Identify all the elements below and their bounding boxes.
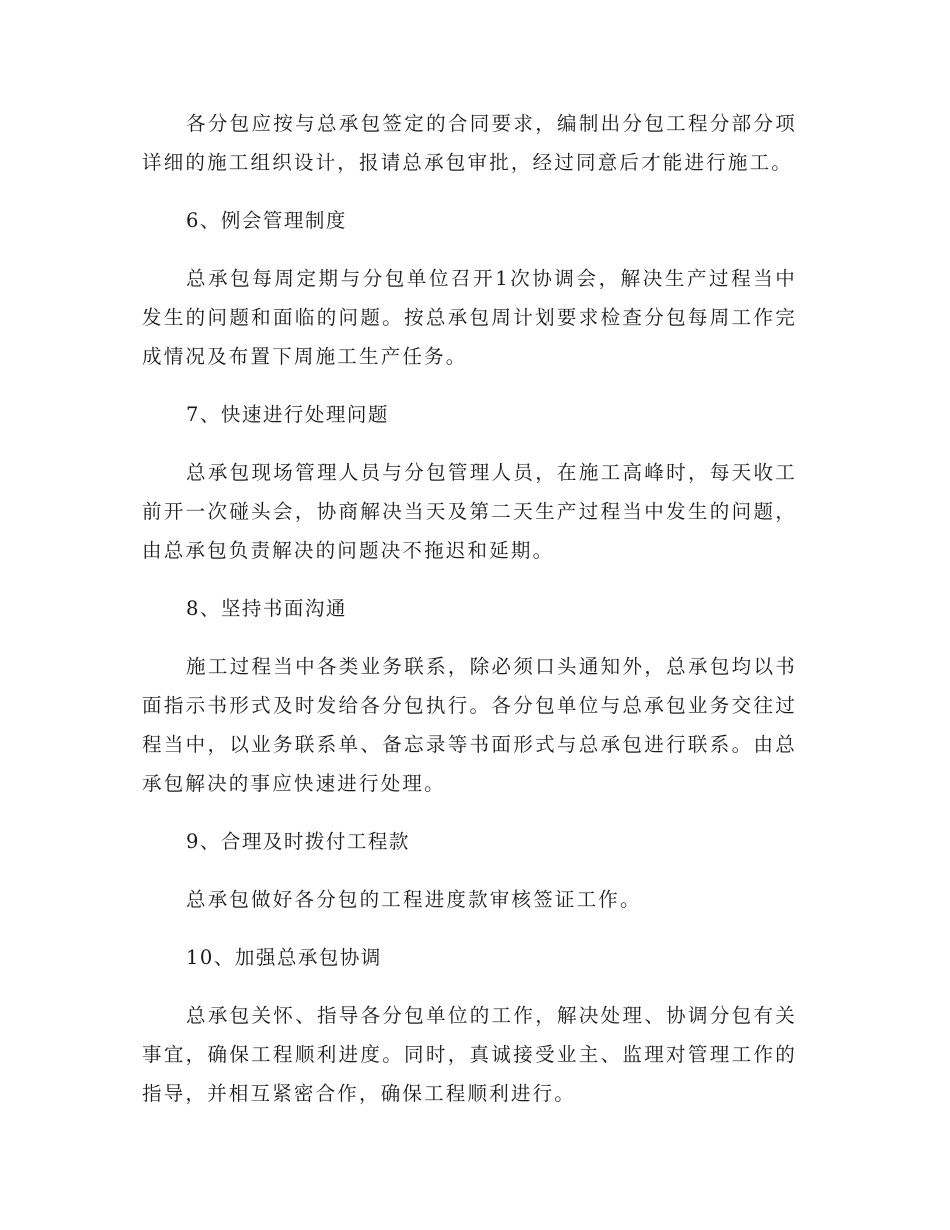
heading-written-communication: 8、坚持书面沟通 xyxy=(186,597,347,620)
heading-payment: 9、合理及时拨付工程款 xyxy=(186,830,410,853)
paragraph-daily-briefing: 总承包现场管理人员与分包管理人员，在施工高峰时，每天收工前开一次碰头会，协商解决当天及第二天生产过程当中发生的问题，由总承包负责解决的问题决不拖迟和延期。 xyxy=(142,461,797,562)
paragraph-gap xyxy=(142,376,797,395)
paragraph-gap xyxy=(142,240,797,259)
heading-fast-handling: 7、快速进行处理问题 xyxy=(186,403,389,426)
paragraph-subcontract-design: 各分包应按与总承包签定的合同要求，编制出分包工程分部分项详细的施工组织设计，报请总承包审批，经过同意后才能进行施工。 xyxy=(142,112,797,174)
paragraph-gap xyxy=(142,919,797,938)
paragraph-gap xyxy=(142,570,797,589)
paragraph-gap xyxy=(142,434,797,453)
paragraph-gap xyxy=(142,628,797,647)
paragraph-gap xyxy=(142,182,797,201)
paragraph-payment-review: 总承包做好各分包的工程进度款审核签证工作。 xyxy=(186,888,642,911)
document-body xyxy=(142,104,797,1113)
paragraph-written-instructions: 施工过程当中各类业务联系，除必须口头通知外，总承包均以书面指示书形式及时发给各分包执行。各分包单位与总承包业务交往过程当中，以业务联系单、备忘录等书面形式与总承包进行联系。由总承包解决的事应快速进行处理。 xyxy=(142,655,797,795)
paragraph-gap xyxy=(142,803,797,822)
heading-meeting-system: 6、例会管理制度 xyxy=(186,209,347,232)
paragraph-gap xyxy=(142,861,797,880)
paragraph-gap xyxy=(142,977,797,996)
paragraph-coordination: 总承包关怀、指导各分包单位的工作，解决处理、协调分包有关事宜，确保工程顺利进度。同时，真诚接受业主、监理对管理工作的指导，并相互紧密合作，确保工程顺利进行。 xyxy=(142,1004,797,1105)
paragraph-weekly-meeting: 总承包每周定期与分包单位召开1次协调会，解决生产过程当中发生的问题和面临的问题。按总承包周计划要求检查分包每周工作完成情况及布置下周施工生产任务。 xyxy=(142,267,797,368)
heading-coordination: 10、加强总承包协调 xyxy=(186,946,382,969)
